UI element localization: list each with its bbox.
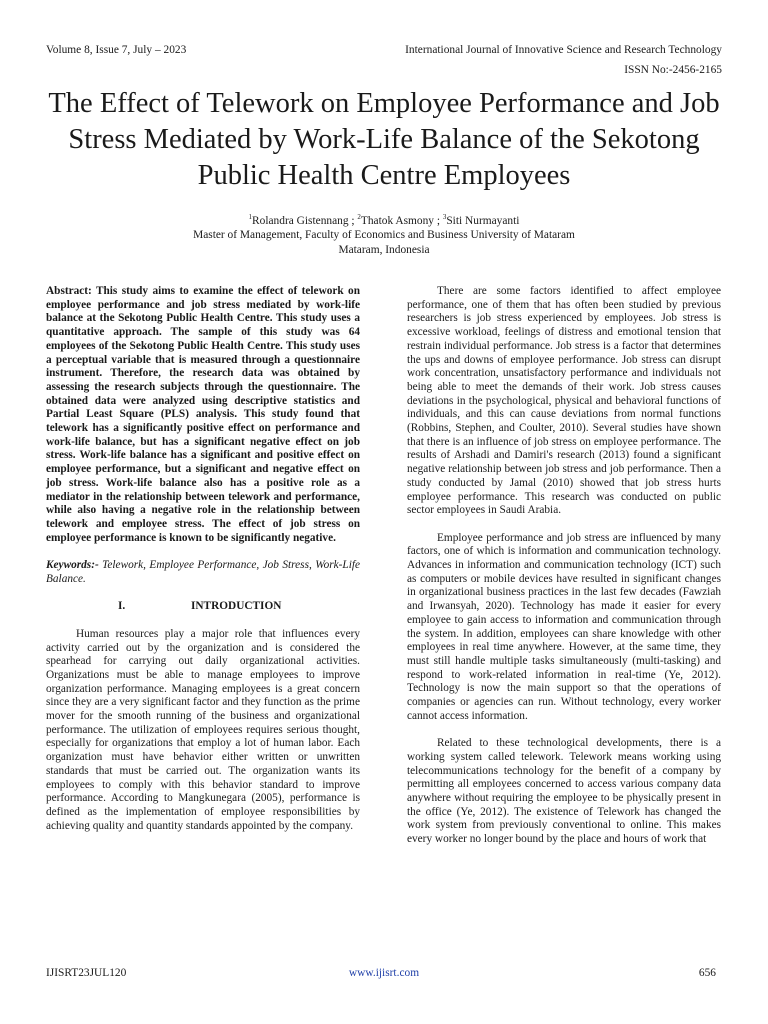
journal-name: International Journal of Innovative Science and Research Technology [405, 44, 722, 56]
section-number: I. [118, 600, 126, 613]
paper-title: The Effect of Telework on Employee Performance and Job Stress Mediated by Work-Life Balance of the Sekotong Public Health Centre Employees [48, 88, 720, 191]
page-number: 656 [698, 967, 716, 979]
section-heading [46, 600, 360, 614]
keywords-text: Telework, Employee Performance, Job Stress, Work-Life Balance. [46, 559, 360, 585]
author-name: Siti Nurmayanti [446, 214, 520, 227]
journal-volume: Volume 8, Issue 7, July – 2023 [46, 44, 187, 56]
keywords [46, 559, 360, 586]
author-index: 3 [442, 213, 447, 221]
section-title: INTRODUCTION [191, 600, 282, 613]
author-block [60, 210, 708, 257]
author-name: Rolandra Gistennang ; [252, 214, 358, 227]
right-column [407, 285, 721, 847]
location: Mataram, Indonesia [338, 243, 430, 256]
author-index: 1 [248, 213, 253, 221]
website-link[interactable]: www.ijisrt.com [348, 967, 420, 979]
body-paragraph-1: There are some factors identified to affect employee performance, one of them that has often been studied by previous researchers is job stress experienced by employees. Job stress is excessive workload, feelings of distress and emotional tension that restrain individual performance. Job stress is a factor that determines the ups and downs of employee performance. Job stress can disrupt work concentration, unsatisfactory performance and individuals not being able to meet the demands of their work. Job stress causes deviations in the psychological, physical and behavioral functions of individuals, and this can cause deviations from normal functions (Robbins, Stephen, and Coulter, 2010). Several studies have shown that there is an influence of job stress on employee performance. The results of Arshadi and Damiri's research (2013) found a significant negative relationship between job stress and job performance. Then a study conducted by Jamal (2010) showed that job stress hurts employee performance. This research was conducted on public sector employees in Saudi Arabia. [407, 285, 721, 517]
author-index: 2 [357, 213, 361, 221]
abstract: Abstract: This study aims to examine the effect of telework on employee performance and job stress mediated by work-life balance at the Sekotong Public Health Centre. This study uses a quantitative approach. The sample of this study was 64 employees of the Sekotong Public Health Centre. This study uses a perceptual variable that is measured through a questionnaire instrument. Therefore, the research data was obtained by assessing the research subjects through the questionnaire. The obtained data were analyzed using descriptive statistics and Partial Least Square (PLS) analysis. This study found that telework has a significantly positive effect on performance and work-life balance, but has a significant negative effect on job stress. Work-life balance has a significant and positive effect on employee performance, but a significant and negative effect on job stress. Work-life balance also has a positive role as a mediator in the relationship between telework and performance, while also having a negative role in the relationship between telework and employee stress. The effect of job stress on employee performance is known to be significantly negative. [46, 285, 360, 544]
affiliation: Master of Management, Faculty of Economics and Business University of Mataram [193, 229, 575, 242]
author-name: Thatok Asmony ; [360, 214, 443, 227]
body-paragraph-2: Employee performance and job stress are influenced by many factors, one of which is information and communication technology. Advances in information and communication technology (ICT) such as computers or mobile devices have resulted in significant changes in organizational business practices in the last few decades (Fawziah and Irwansyah, 2020). Technology has made it easier for every employee to gain access to information and communication through the system. In addition, employees can share knowledge with other employees in real time anywhere. However, at the same time, they must still handle multiple tasks simultaneously (multi-tasking) and respond to work-related information in real-time (Ye, 2012). Technology is now the main support so that the operations of companies or agencies can run. Without technology, every worker cannot access information. [407, 531, 721, 722]
intro-paragraph: Human resources play a major role that influences every activity carried out by the organization and is considered the spearhead for carrying out daily organizational activities. Organizations must be able to manage employees to improve organization performance. Managing employees is a great concern since they are a very significant factor and they function as the prime mover for the smooth running of the business and organizational performance. The utilization of employees requires serious thought, especially for organizations that employ a lot of human labor. Each organization must have behavior either written or unwritten standards that must be carried out. The organization wants its employees to comply with this behavior standard to improve performance. According to Mangkunegara (2005), performance is defined as the implementation of employee responsibilities by achieving quality and quantity standards appointed by the company. [46, 627, 360, 832]
article-code: IJISRT23JUL120 [46, 967, 127, 979]
left-column [46, 285, 360, 833]
issn: ISSN No:-2456-2165 [624, 64, 722, 76]
author-list [60, 210, 708, 228]
body-paragraph-3: Related to these technological developments, there is a working system called telework. Telework means working using telecommunications technology for the benefit of a company by permitting all employees concerned to access various company data anywhere without requiring the employee to be physically present in the office (Ye, 2012). The existence of Telework has changed the work system from previously conventional to online. This makes every worker no longer bound by the place and hours of work that [407, 737, 721, 846]
keywords-label: Keywords:- [46, 559, 103, 572]
